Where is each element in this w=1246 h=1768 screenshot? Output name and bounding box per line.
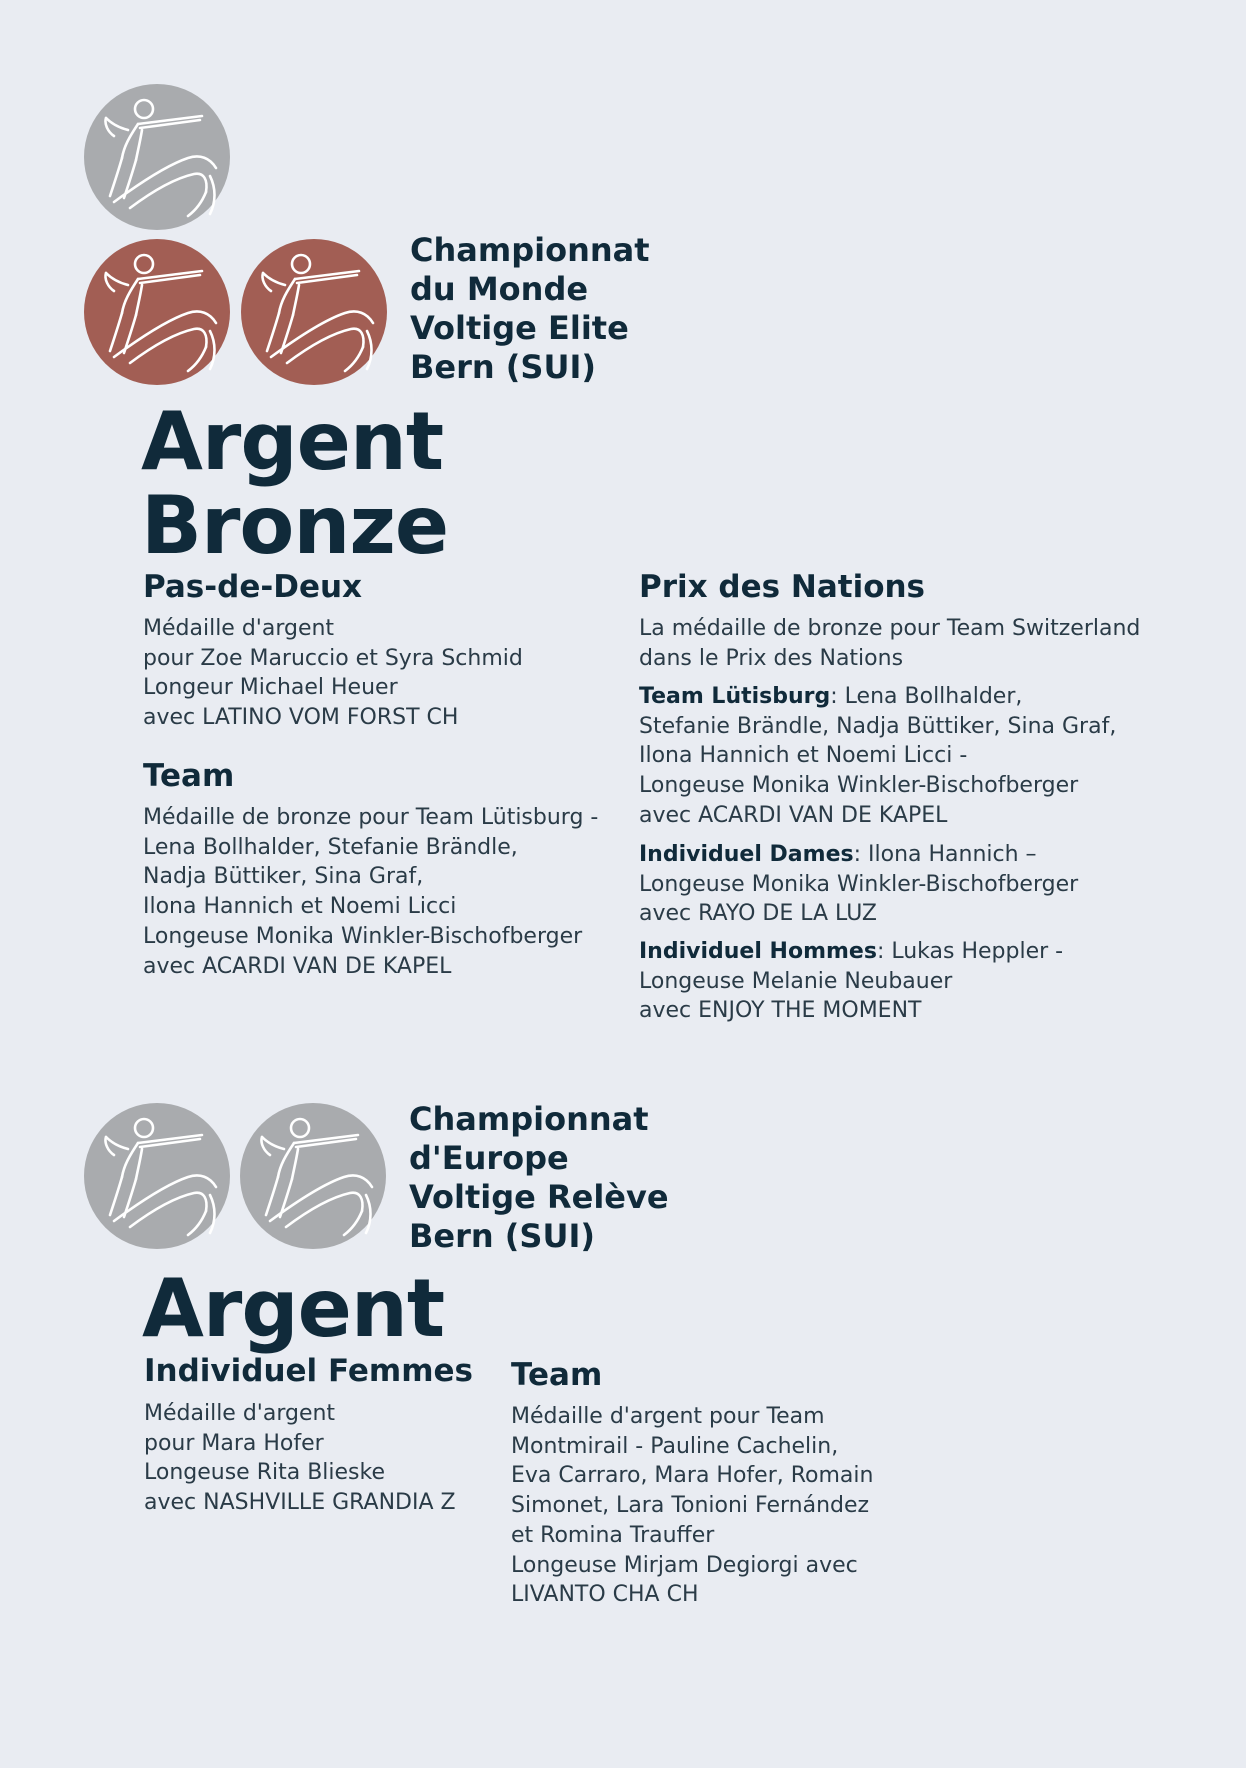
text-line: Longeuse Monika Winkler-Bischofberger — [639, 773, 1079, 799]
text-line: Lena Bollhalder, Stefanie Brändle, — [143, 834, 518, 860]
individuel-femmes-text — [144, 1399, 456, 1518]
silver-medal-icon — [84, 84, 230, 230]
medal-word-argent: Argent — [141, 395, 444, 488]
medal-word-argent: Argent — [142, 1262, 445, 1355]
championship-title-europe — [409, 1100, 669, 1256]
heading-team: Team — [511, 1357, 603, 1393]
text-line: avec LATINO VOM FORST CH — [143, 705, 459, 731]
silver-medal-icon — [240, 1103, 386, 1249]
championship-line: Voltige Elite — [410, 309, 629, 347]
text-line: Longeuse Monika Winkler-Bischofberger — [143, 923, 583, 949]
text-line: dans le Prix des Nations — [639, 645, 904, 671]
text-span: : Lena Bollhalder, — [830, 684, 1023, 709]
text-line: Longeuse Melanie Neubauer — [639, 968, 953, 994]
medal-word-bronze: Bronze — [141, 479, 449, 572]
text-line: Eva Carraro, Mara Hofer, Romain — [511, 1463, 874, 1489]
heading-prix-des-nations: Prix des Nations — [639, 569, 926, 605]
medal-words — [142, 1262, 445, 1355]
championship-line: du Monde — [410, 270, 589, 308]
text-line: Simonet, Lara Tonioni Fernández — [511, 1493, 870, 1519]
text-line: Longeuse Mirjam Degiorgi avec — [511, 1552, 858, 1578]
text-line: Longeur Michael Heuer — [143, 675, 398, 701]
text-line: avec ENJOY THE MOMENT — [639, 998, 922, 1024]
text-line: Médaille de bronze pour Team Lütisburg - — [143, 805, 599, 830]
text-span: : Lukas Heppler - — [876, 939, 1064, 964]
text-line — [639, 682, 1116, 712]
individuel-hommes-entry — [639, 937, 1063, 1026]
text-line: Ilona Hannich et Noemi Licci - — [639, 743, 968, 769]
text-line: et Romina Trauffer — [511, 1522, 715, 1548]
text-line: Longeuse Monika Winkler-Bischofberger — [639, 871, 1079, 897]
text-line: avec NASHVILLE GRANDIA Z — [144, 1490, 456, 1516]
text-line: Médaille d'argent — [143, 616, 335, 641]
bronze-medal-icon — [84, 239, 230, 385]
text-line: LIVANTO CHA CH — [511, 1582, 699, 1608]
text-line: avec RAYO DE LA LUZ — [639, 901, 877, 927]
text-line: Ilona Hannich et Noemi Licci — [143, 894, 457, 920]
championship-title-world — [410, 231, 650, 387]
text-line: avec ACARDI VAN DE KAPEL — [639, 802, 948, 828]
text-line: Nadja Büttiker, Sina Graf, — [143, 864, 424, 890]
text-line — [639, 937, 1063, 967]
text-line: pour Zoe Maruccio et Syra Schmid — [143, 645, 523, 671]
text-line: Médaille d'argent pour Team — [511, 1404, 825, 1429]
championship-line: Championnat — [409, 1100, 649, 1138]
championship-line: Bern (SUI) — [410, 348, 596, 386]
label-team-lutisburg: Team Lütisburg — [639, 684, 831, 709]
text-line: Stefanie Brändle, Nadja Büttiker, Sina Graf, — [639, 713, 1117, 739]
championship-line: Bern (SUI) — [409, 1217, 595, 1255]
championship-line: Championnat — [410, 231, 650, 269]
label-individuel-dames: Individuel Dames — [639, 842, 854, 867]
championship-line: Voltige Relève — [409, 1178, 669, 1216]
text-line: pour Mara Hofer — [144, 1430, 324, 1456]
text-line: Montmirail - Pauline Cachelin, — [511, 1433, 839, 1459]
label-individuel-hommes: Individuel Hommes — [639, 939, 877, 964]
team-text — [511, 1402, 873, 1610]
text-line: La médaille de bronze pour Team Switzerland — [639, 616, 1141, 641]
text-span: : Ilona Hannich – — [853, 842, 1037, 867]
heading-team: Team — [143, 758, 235, 794]
bronze-medal-icon — [241, 239, 387, 385]
championship-line: d'Europe — [409, 1139, 569, 1177]
text-line: Longeuse Rita Blieske — [144, 1460, 386, 1486]
team-lutisburg-entry — [639, 682, 1116, 831]
pas-de-deux-text — [143, 614, 523, 733]
prix-des-nations-intro — [639, 614, 1140, 673]
heading-individuel-femmes: Individuel Femmes — [144, 1353, 473, 1389]
text-line: avec ACARDI VAN DE KAPEL — [143, 953, 452, 979]
text-line — [639, 840, 1078, 870]
team-text — [143, 803, 598, 981]
silver-medal-icon — [84, 1103, 230, 1249]
text-line: Médaille d'argent — [144, 1401, 336, 1426]
heading-pas-de-deux: Pas-de-Deux — [143, 569, 363, 605]
medal-words — [141, 395, 449, 572]
individuel-dames-entry — [639, 840, 1078, 929]
